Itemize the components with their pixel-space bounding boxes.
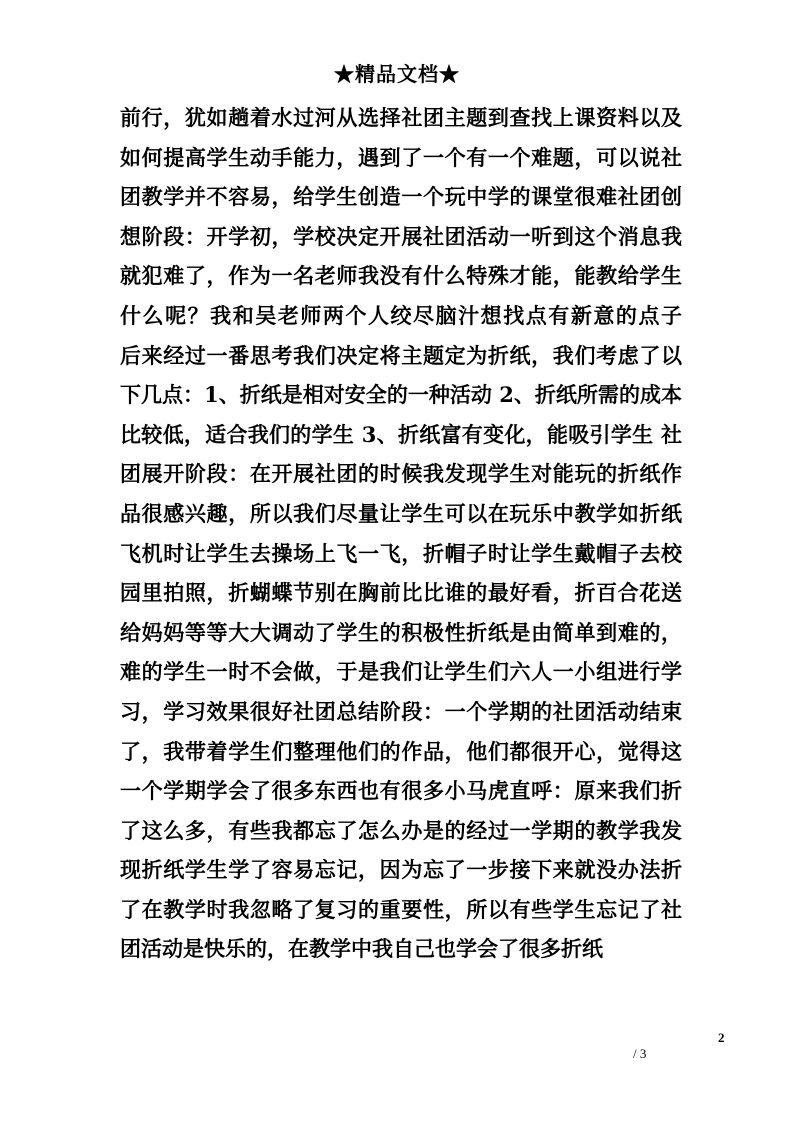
body-line: 了在教学时我忽略了复习的重要性，所以有些学生忘记了社 bbox=[120, 896, 682, 922]
body-line: 现折纸学生学了容易忘记，因为忘了一步接下来就没办法折 bbox=[120, 857, 682, 883]
body-line: 难的学生一时不会做，于是我们让学生们六人一小组进行学 bbox=[120, 659, 682, 685]
body-line: 如何提高学生动手能力，遇到了一个有一个难题，可以说社 bbox=[120, 144, 682, 170]
body-line: 园里拍照，折蝴蝶节别在胸前比比谁的最好看，折百合花送 bbox=[120, 580, 682, 606]
body-line: 想阶段：开学初，学校决定开展社团活动一听到这个消息我 bbox=[120, 223, 682, 249]
body-line: 习，学习效果很好社团总结阶段：一个学期的社团活动结束 bbox=[120, 698, 682, 724]
body-line: 下几点：1、折纸是相对安全的一种活动 2、折纸所需的成本 bbox=[120, 382, 682, 408]
body-line: 飞机时让学生去操场上飞一飞，折帽子时让学生戴帽子去校 bbox=[120, 540, 682, 566]
body-line: 了这么多，有些我都忘了怎么办是的经过一学期的教学我发 bbox=[120, 817, 682, 843]
body-line: 就犯难了，作为一名老师我没有什么特殊才能，能教给学生 bbox=[120, 263, 682, 289]
body-line: 比较低，适合我们的学生 3、折纸富有变化，能吸引学生 社 bbox=[120, 421, 682, 447]
page-number: 2 bbox=[718, 1030, 725, 1045]
page-total: / 3 bbox=[633, 1046, 647, 1061]
body-line: 团教学并不容易，给学生创造一个玩中学的课堂很难社团创 bbox=[120, 184, 682, 210]
body-line: 品很感兴趣，所以我们尽量让学生可以在玩乐中教学如折纸 bbox=[120, 500, 682, 526]
body-line: 一个学期学会了很多东西也有很多小马虎直呼：原来我们折 bbox=[120, 778, 682, 804]
body-line: 了，我带着学生们整理他们的作品，他们都很开心，觉得这 bbox=[120, 738, 682, 764]
body-line: 后来经过一番思考我们决定将主题定为折纸，我们考虑了以 bbox=[120, 342, 682, 368]
body-line: 什么呢？我和吴老师两个人绞尽脑汁想找点有新意的点子 bbox=[120, 302, 682, 328]
body-line: 团活动是快乐的，在教学中我自己也学会了很多折纸 bbox=[120, 936, 603, 962]
body-line: 前行，犹如趟着水过河从选择社团主题到查找上课资料以及 bbox=[120, 105, 682, 130]
document-header: ★精品文档★ bbox=[334, 62, 460, 86]
document-body bbox=[120, 98, 682, 969]
body-line: 给妈妈等等大大调动了学生的积极性折纸是由简单到难的， bbox=[120, 619, 682, 645]
body-line: 团展开阶段：在开展社团的时候我发现学生对能玩的折纸作 bbox=[120, 461, 682, 487]
